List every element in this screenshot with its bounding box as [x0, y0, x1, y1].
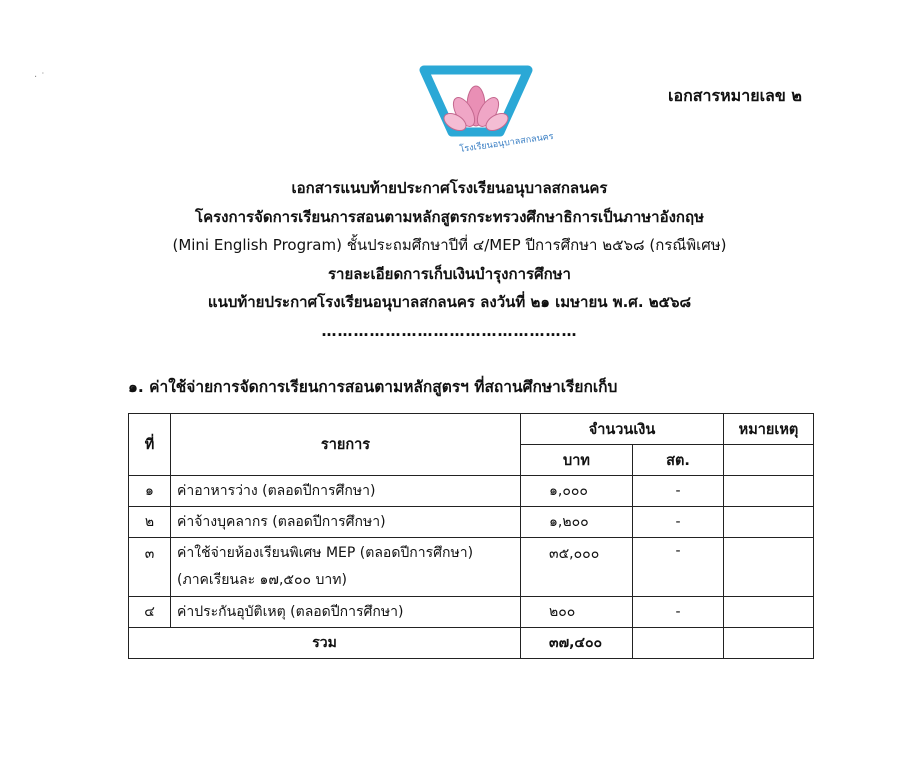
row-item	[171, 476, 521, 507]
fee-table	[128, 413, 814, 659]
row-satang: -	[633, 597, 724, 628]
heading-line-2: โครงการจัดการเรียนการสอนตามหลักสูตรกระทรวงศึกษาธิการเป็นภาษาอังกฤษ	[195, 207, 704, 226]
total-row	[129, 628, 814, 659]
row-baht: ๒๐๐	[521, 597, 633, 628]
row-remark	[724, 597, 814, 628]
row-no: ๓	[129, 538, 171, 597]
table-row	[129, 476, 814, 507]
school-logo	[420, 66, 555, 164]
heading-line-3: (Mini English Program) ชั้นประถมศึกษาปีที่ ๔/MEP ปีการศึกษา ๒๕๖๘ (กรณีพิเศษ)	[172, 236, 727, 254]
heading-line-4: รายละเอียดการเก็บเงินบำรุงการศึกษา	[328, 264, 571, 283]
header-amount: จำนวนเงิน	[521, 414, 724, 445]
row-satang: -	[633, 538, 724, 597]
header-item: รายการ	[171, 414, 521, 476]
heading-line-1: เอกสารแนบท้ายประกาศโรงเรียนอนุบาลสกลนคร	[291, 179, 608, 197]
document-heading	[0, 174, 899, 345]
header-remark: หมายเหตุ	[724, 414, 814, 445]
row-item-sublabel: (ภาคเรียนละ ๑๗,๕๐๐ บาท)	[177, 572, 347, 588]
total-satang	[633, 628, 724, 659]
row-no: ๒	[129, 507, 171, 538]
separator-dots: …………………………………………	[321, 321, 578, 340]
row-item-label: ค่าจ้างบุคลากร (ตลอดปีการศึกษา)	[177, 514, 386, 530]
section-title: ๑. ค่าใช้จ่ายการจัดการเรียนการสอนตามหลักสูตรฯ ที่สถานศึกษาเรียกเก็บ	[128, 378, 618, 396]
row-satang: -	[633, 507, 724, 538]
table-row	[129, 507, 814, 538]
scan-speck: · ˙	[34, 72, 46, 83]
total-label: รวม	[129, 628, 521, 659]
row-item-label: ค่าอาหารว่าง (ตลอดปีการศึกษา)	[177, 483, 376, 499]
header-baht: บาท	[521, 445, 633, 476]
table-row	[129, 538, 814, 597]
row-baht: ๑,๐๐๐	[521, 476, 633, 507]
row-baht: ๓๕,๐๐๐	[521, 538, 633, 597]
logo-caption: โรงเรียนอนุบาลสกลนคร	[459, 131, 555, 155]
row-remark	[724, 538, 814, 597]
document-number: เอกสารหมายเลข ๒	[668, 86, 802, 105]
header-no: ที่	[129, 414, 171, 476]
row-item	[171, 538, 521, 597]
row-item-label: ค่าใช้จ่ายห้องเรียนพิเศษ MEP (ตลอดปีการศึกษา)	[177, 545, 474, 561]
table-row	[129, 597, 814, 628]
row-remark	[724, 507, 814, 538]
row-satang: -	[633, 476, 724, 507]
row-no: ๔	[129, 597, 171, 628]
total-baht: ๓๗,๔๐๐	[521, 628, 633, 659]
row-item	[171, 597, 521, 628]
total-remark	[724, 628, 814, 659]
table-header-row	[129, 414, 814, 445]
row-item-label: ค่าประกันอุบัติเหตุ (ตลอดปีการศึกษา)	[177, 604, 404, 620]
row-no: ๑	[129, 476, 171, 507]
remark-empty	[724, 445, 814, 476]
row-item	[171, 507, 521, 538]
row-baht: ๑,๒๐๐	[521, 507, 633, 538]
row-remark	[724, 476, 814, 507]
header-satang: สต.	[633, 445, 724, 476]
heading-line-5: แนบท้ายประกาศโรงเรียนอนุบาลสกลนคร ลงวันที่ ๒๑ เมษายน พ.ศ. ๒๕๖๘	[207, 293, 692, 311]
